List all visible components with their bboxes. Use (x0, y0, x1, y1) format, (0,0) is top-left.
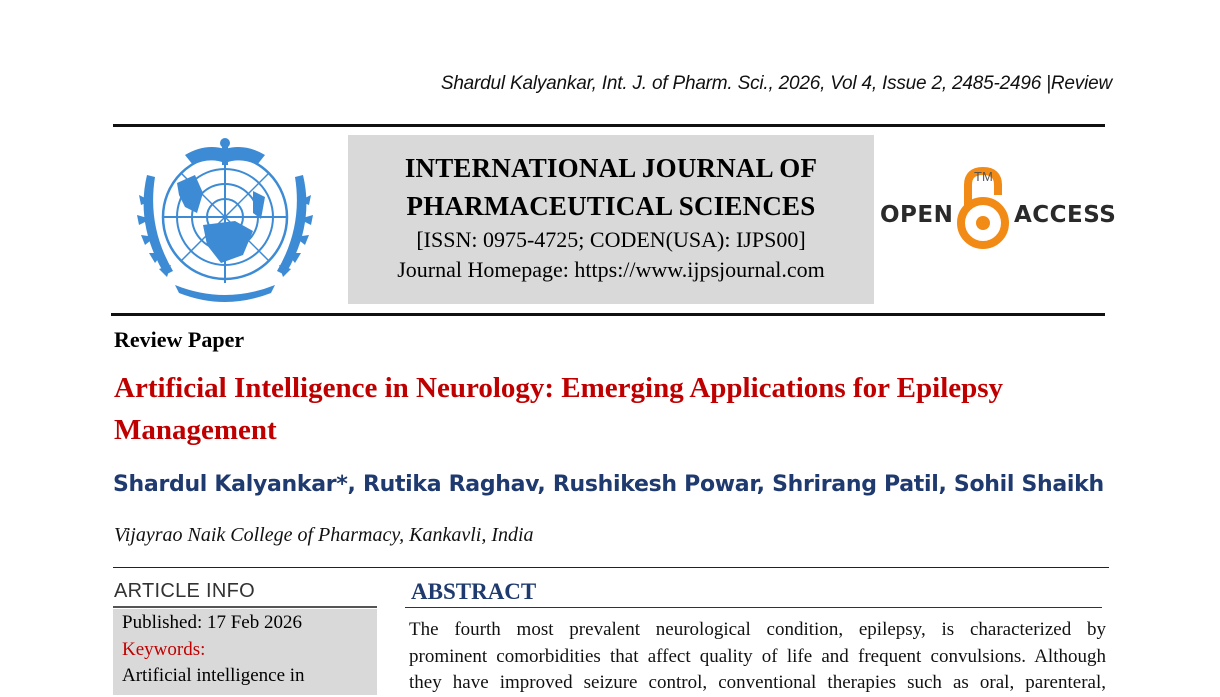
journal-masthead (348, 135, 874, 304)
keyword-item: Artificial intelligence in (122, 665, 305, 686)
published-date: Published: 17 Feb 2026 (122, 612, 302, 633)
article-title: Artificial Intelligence in Neurology: Emerging Applications for Epilepsy Management (114, 372, 1004, 446)
abstract-line: they have improved seizure control, conventional therapies such as oral, parenteral, (409, 672, 1106, 693)
running-header: Shardul Kalyankar, Int. J. of Pharm. Sci., 2026, Vol 4, Issue 2, 2485-2496 |Review (440, 73, 1112, 94)
author-list: Shardul Kalyankar*, Rutika Raghav, Rushikesh Powar, Shrirang Patil, Sohil Shaikh (113, 472, 1104, 497)
article-info-heading: ARTICLE INFO (114, 580, 256, 602)
journal-issn: [ISSN: 0975-4725; CODEN(USA): IJPS00] (416, 227, 806, 252)
keywords-label: Keywords: (122, 639, 206, 660)
abstract-line: The fourth most prevalent neurological condition, epilepsy, is characterized by (409, 619, 1106, 640)
abstract-rule (405, 607, 1102, 608)
abstract-heading: ABSTRACT (411, 579, 537, 604)
open-access-logo (880, 165, 1117, 255)
journal-title (348, 149, 874, 225)
journal-emblem-icon (125, 135, 325, 307)
open-access-access-text: ACCESS (1014, 202, 1117, 228)
journal-title-line1: INTERNATIONAL JOURNAL OF (404, 153, 818, 183)
abstract-body (409, 617, 1106, 697)
abstract-line: prominent comorbidities that affect quality of life and frequent convulsions. Although (409, 645, 1106, 667)
header-top-rule (113, 124, 1105, 127)
journal-homepage: Journal Homepage: https://www.ijpsjournal.com (397, 257, 825, 282)
trademark-mark: TM (974, 169, 993, 184)
section-divider (113, 567, 1109, 568)
article-info-rule (113, 606, 377, 608)
article-info-box (113, 609, 377, 695)
open-access-open-text: OPEN (880, 202, 954, 228)
journal-title-line2: PHARMACEUTICAL SCIENCES (406, 191, 816, 221)
affiliation: Vijayrao Naik College of Pharmacy, Kankavli, India (114, 524, 534, 546)
header-bottom-rule (111, 313, 1105, 316)
article-type: Review Paper (114, 327, 245, 352)
